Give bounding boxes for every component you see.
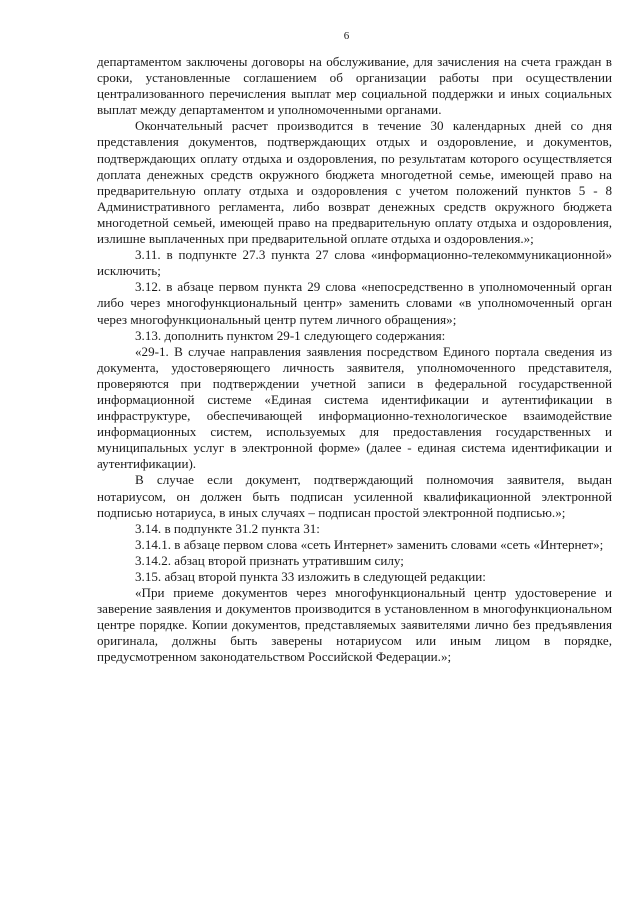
paragraph: В случае если документ, подтверждающий полномочия заявителя, выдан нотариусом, он должен быть подписан усиленной квалификационной электронной подписью нотариуса, в иных случаях – подписан простой электронной подписью.»; bbox=[97, 472, 612, 520]
paragraph: «При приеме документов через многофункциональный центр удостоверение и заверение заявления и документов производится в установленном в многофункциональном центре порядке. Копии документов, представляемых заявителями лично без предъявления оригинала, должны быть заверены нотариусом или иным лицом в порядке, предусмотренном законодательством Российской Федерации.»; bbox=[97, 585, 612, 665]
paragraph: 3.12. в абзаце первом пункта 29 слова «непосредственно в уполномоченный орган либо через многофункциональный центр» заменить словами «в уполномоченный орган через многофункциональный центр путем личного обращения»; bbox=[97, 279, 612, 327]
paragraph: 3.11. в подпункте 27.3 пункта 27 слова «информационно-телекоммуникационной» исключить; bbox=[97, 247, 612, 279]
page-number: 6 bbox=[343, 30, 350, 42]
paragraph: 3.15. абзац второй пункта 33 изложить в следующей редакции: bbox=[135, 569, 486, 584]
paragraph: 3.14.1. в абзаце первом слова «сеть Интернет» заменить словами «сеть «Интернет»; bbox=[135, 536, 604, 552]
paragraph: 3.14.2. абзац второй признать утратившим силу; bbox=[135, 552, 404, 568]
paragraph: департаментом заключены договоры на обслуживание, для зачисления на счета граждан в сроки, установленные соглашением об организации работы при осуществлении централизованного перечисления выплат мер социальной поддержки и иных социальных выплат между департаментом и уполномоченными органами. bbox=[97, 54, 612, 118]
paragraph: 3.14. в подпункте 31.2 пункта 31: bbox=[135, 520, 320, 536]
paragraph: 3.13. дополнить пунктом 29-1 следующего содержания: bbox=[135, 327, 446, 343]
document-body bbox=[97, 54, 612, 666]
paragraph: Окончательный расчет производится в течение 30 календарных дней со дня представления документов, подтверждающих отдых и оздоровление, и документов, подтверждающих оплату отдыха и оздоровления, по результатам которого осуществляется доплата денежных средств окружного бюджета многодетной семье, имеющей право на предварительную оплату отдыха и оздоровления с учетом положений пунктов 5 - 8 Административного регламента, либо возврат денежных средств окружного бюджета многодетной семьей, имеющей право на предварительную оплату отдыха и оздоровления, излишне выплаченных при предварительной оплате отдыха и оздоровления.»; bbox=[97, 118, 612, 247]
paragraph: «29-1. В случае направления заявления посредством Единого портала сведения из документа, удостоверяющего личность заявителя, уполномоченного представителя, проверяются при подтверждении учетной записи в федеральной государственной информационной системе «Единая система идентификации и аутентификации в инфраструктуре, обеспечивающей информационно-технологическое взаимодействие информационных систем, используемых для предоставления государственных и муниципальных услуг в электронной форме» (далее - единая система идентификации и аутентификации). bbox=[97, 343, 612, 472]
